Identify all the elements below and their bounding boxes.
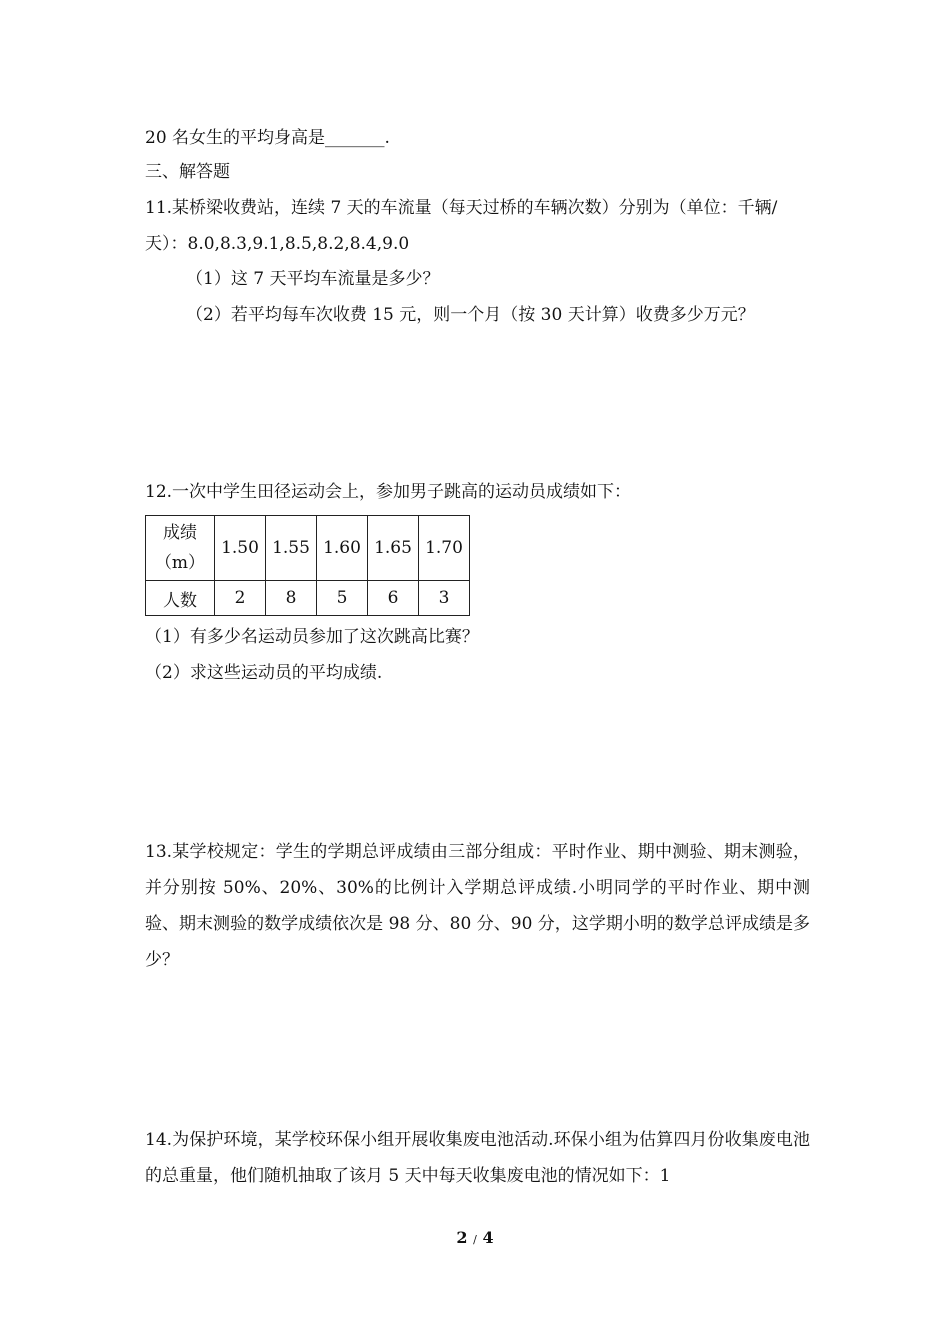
q13-text: 13.某学校规定：学生的学期总评成绩由三部分组成：平时作业、期中测验、期末测验，并分别按 50%、20%、30%的比例计入学期总评成绩.小明同学的平时作业、期中测验、期末测验的数学成绩依次是 98 分、80 分、90 分，这学期小明的数学总评成绩是多少？ (145, 842, 810, 970)
q12-sub2: （2）求这些运动员的平均成绩. (145, 663, 383, 683)
q11-sub1: （1）这 7 天平均车流量是多少？ (186, 269, 440, 289)
score-cell: 1.50 (215, 516, 266, 581)
current-page: 2 (456, 1228, 468, 1247)
total-pages: 4 (482, 1228, 494, 1247)
count-cell: 2 (215, 581, 266, 616)
page-separator: / (473, 1233, 477, 1246)
count-cell: 8 (266, 581, 317, 616)
q12-intro: 12.一次中学生田径运动会上，参加男子跳高的运动员成绩如下： (145, 482, 632, 502)
score-table (145, 515, 470, 616)
previous-question-line: 20 名女生的平均身高是_______. (145, 128, 390, 148)
score-label: 成绩 (163, 523, 197, 543)
count-label: 人数 (146, 581, 215, 616)
q11-line1: 11.某桥梁收费站，连续 7 天的车流量（每天过桥的车辆次数）分别为（单位：千辆/ (145, 198, 778, 218)
score-cell: 1.55 (266, 516, 317, 581)
count-cell: 3 (419, 581, 470, 616)
q14-text: 14.为保护环境，某学校环保小组开展收集废电池活动.环保小组为估算四月份收集废电池的总重量，他们随机抽取了该月 5 天中每天收集废电池的情况如下：1 (145, 1130, 810, 1186)
score-cell: 1.65 (368, 516, 419, 581)
page-number (0, 1228, 950, 1247)
q11-sub2: （2）若平均每车次收费 15 元，则一个月（按 30 天计算）收费多少万元？ (186, 305, 755, 325)
count-cell: 6 (368, 581, 419, 616)
score-header-cell (146, 516, 215, 581)
score-unit: （m） (154, 553, 206, 573)
count-cell: 5 (317, 581, 368, 616)
score-cell: 1.70 (419, 516, 470, 581)
q11-line2: 天）：8.0,8.3,9.1,8.5,8.2,8.4,9.0 (145, 234, 410, 254)
q12-sub1: （1）有多少名运动员参加了这次跳高比赛？ (145, 627, 479, 647)
score-cell: 1.60 (317, 516, 368, 581)
section-title: 三、解答题 (145, 162, 230, 182)
